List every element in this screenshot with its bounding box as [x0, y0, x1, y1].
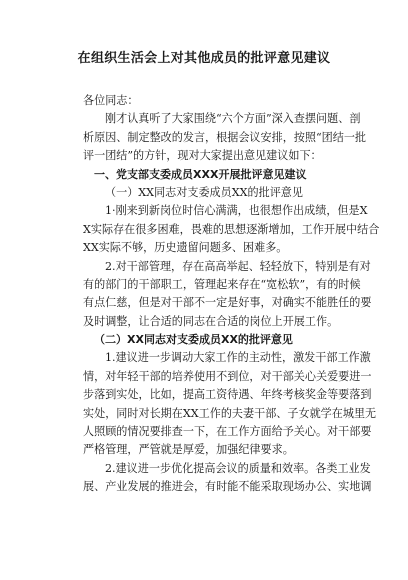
- section-2-item-1-line-6: 严格管理，严管就是厚爱，加强纪律要求。: [83, 443, 294, 457]
- section-2-item-2-line-1: 2.建议进一步优化提高会议的质量和效率。各类工业发: [105, 461, 371, 475]
- section-1-item-1-line-1: 1·刚来到新岗位时信心满满，也很想作出成绩，但是X: [105, 204, 368, 218]
- section-2-item-1-line-2: 情，对年轻干部的培养使用不到位，对干部关心关爱要进一: [83, 369, 372, 383]
- section-1-item-2-line-3: 有点仁慈，但是对干部不一定是好事，对确实不能胜任的要: [83, 296, 372, 310]
- section-1-item-1-line-3: XX实际不够，历史遗留问题多、困难多。: [83, 241, 288, 255]
- intro-line-1: 刚才认真听了大家围绕“六个方面”深入查摆问题、剖: [105, 112, 361, 126]
- document-title: 在组织生活会上对其他成员的批评意见建议: [77, 51, 331, 66]
- salutation: 各位同志：: [83, 94, 139, 107]
- section-2-item-2-line-2: 展、产业发展的推进会，有时能不能采取现场办公、实地调: [83, 480, 372, 494]
- section-2-item-1-line-5: 人照顾的情况要排查一下，在工作方面给予关心。对干部要: [83, 425, 372, 439]
- intro-line-3: 评一团结”的方针，现对大家提出意见建议如下：: [83, 149, 322, 163]
- section-2-item-1-line-4: 实处，同时对长期在XX工作的夫妻干部、子女就学在城里无: [83, 406, 377, 420]
- section-2-item-1-line-1: 1.建议进一步调动大家工作的主动性，激发干部工作激: [105, 351, 371, 365]
- section-1-item-2-line-4: 及时调整，让合适的同志在合适的岗位上开展工作。: [83, 314, 339, 328]
- document-body: [83, 92, 380, 497]
- intro-line-2: 析原因、制定整改的发言，根据会议安排，按照“团结一批: [83, 130, 367, 144]
- section-1-item-2-line-1: 2.对干部管理，存在高高举起、轻轻放下，特别是有对: [105, 259, 371, 273]
- section-2-item-1-line-3: 步落到实处，比如，提高工资待遇、年终考核奖金等要落到: [83, 388, 372, 402]
- section-2-heading: （二）XX同志对支委成员XX的批评意见: [94, 333, 293, 347]
- section-1-subheading: （一）XX同志对支委成员XX的批评意见: [105, 185, 303, 199]
- section-1-heading: 一、党支部支委成员XXX开展批评意见建议: [94, 167, 307, 181]
- section-1-item-2-line-2: 有的部门的干部职工，管理起来存在“宽松软”，有的时候: [83, 277, 361, 291]
- section-1-item-1-line-2: X实际存在很多困难，畏难的思想逐渐增加，工作开展中结合: [83, 222, 380, 236]
